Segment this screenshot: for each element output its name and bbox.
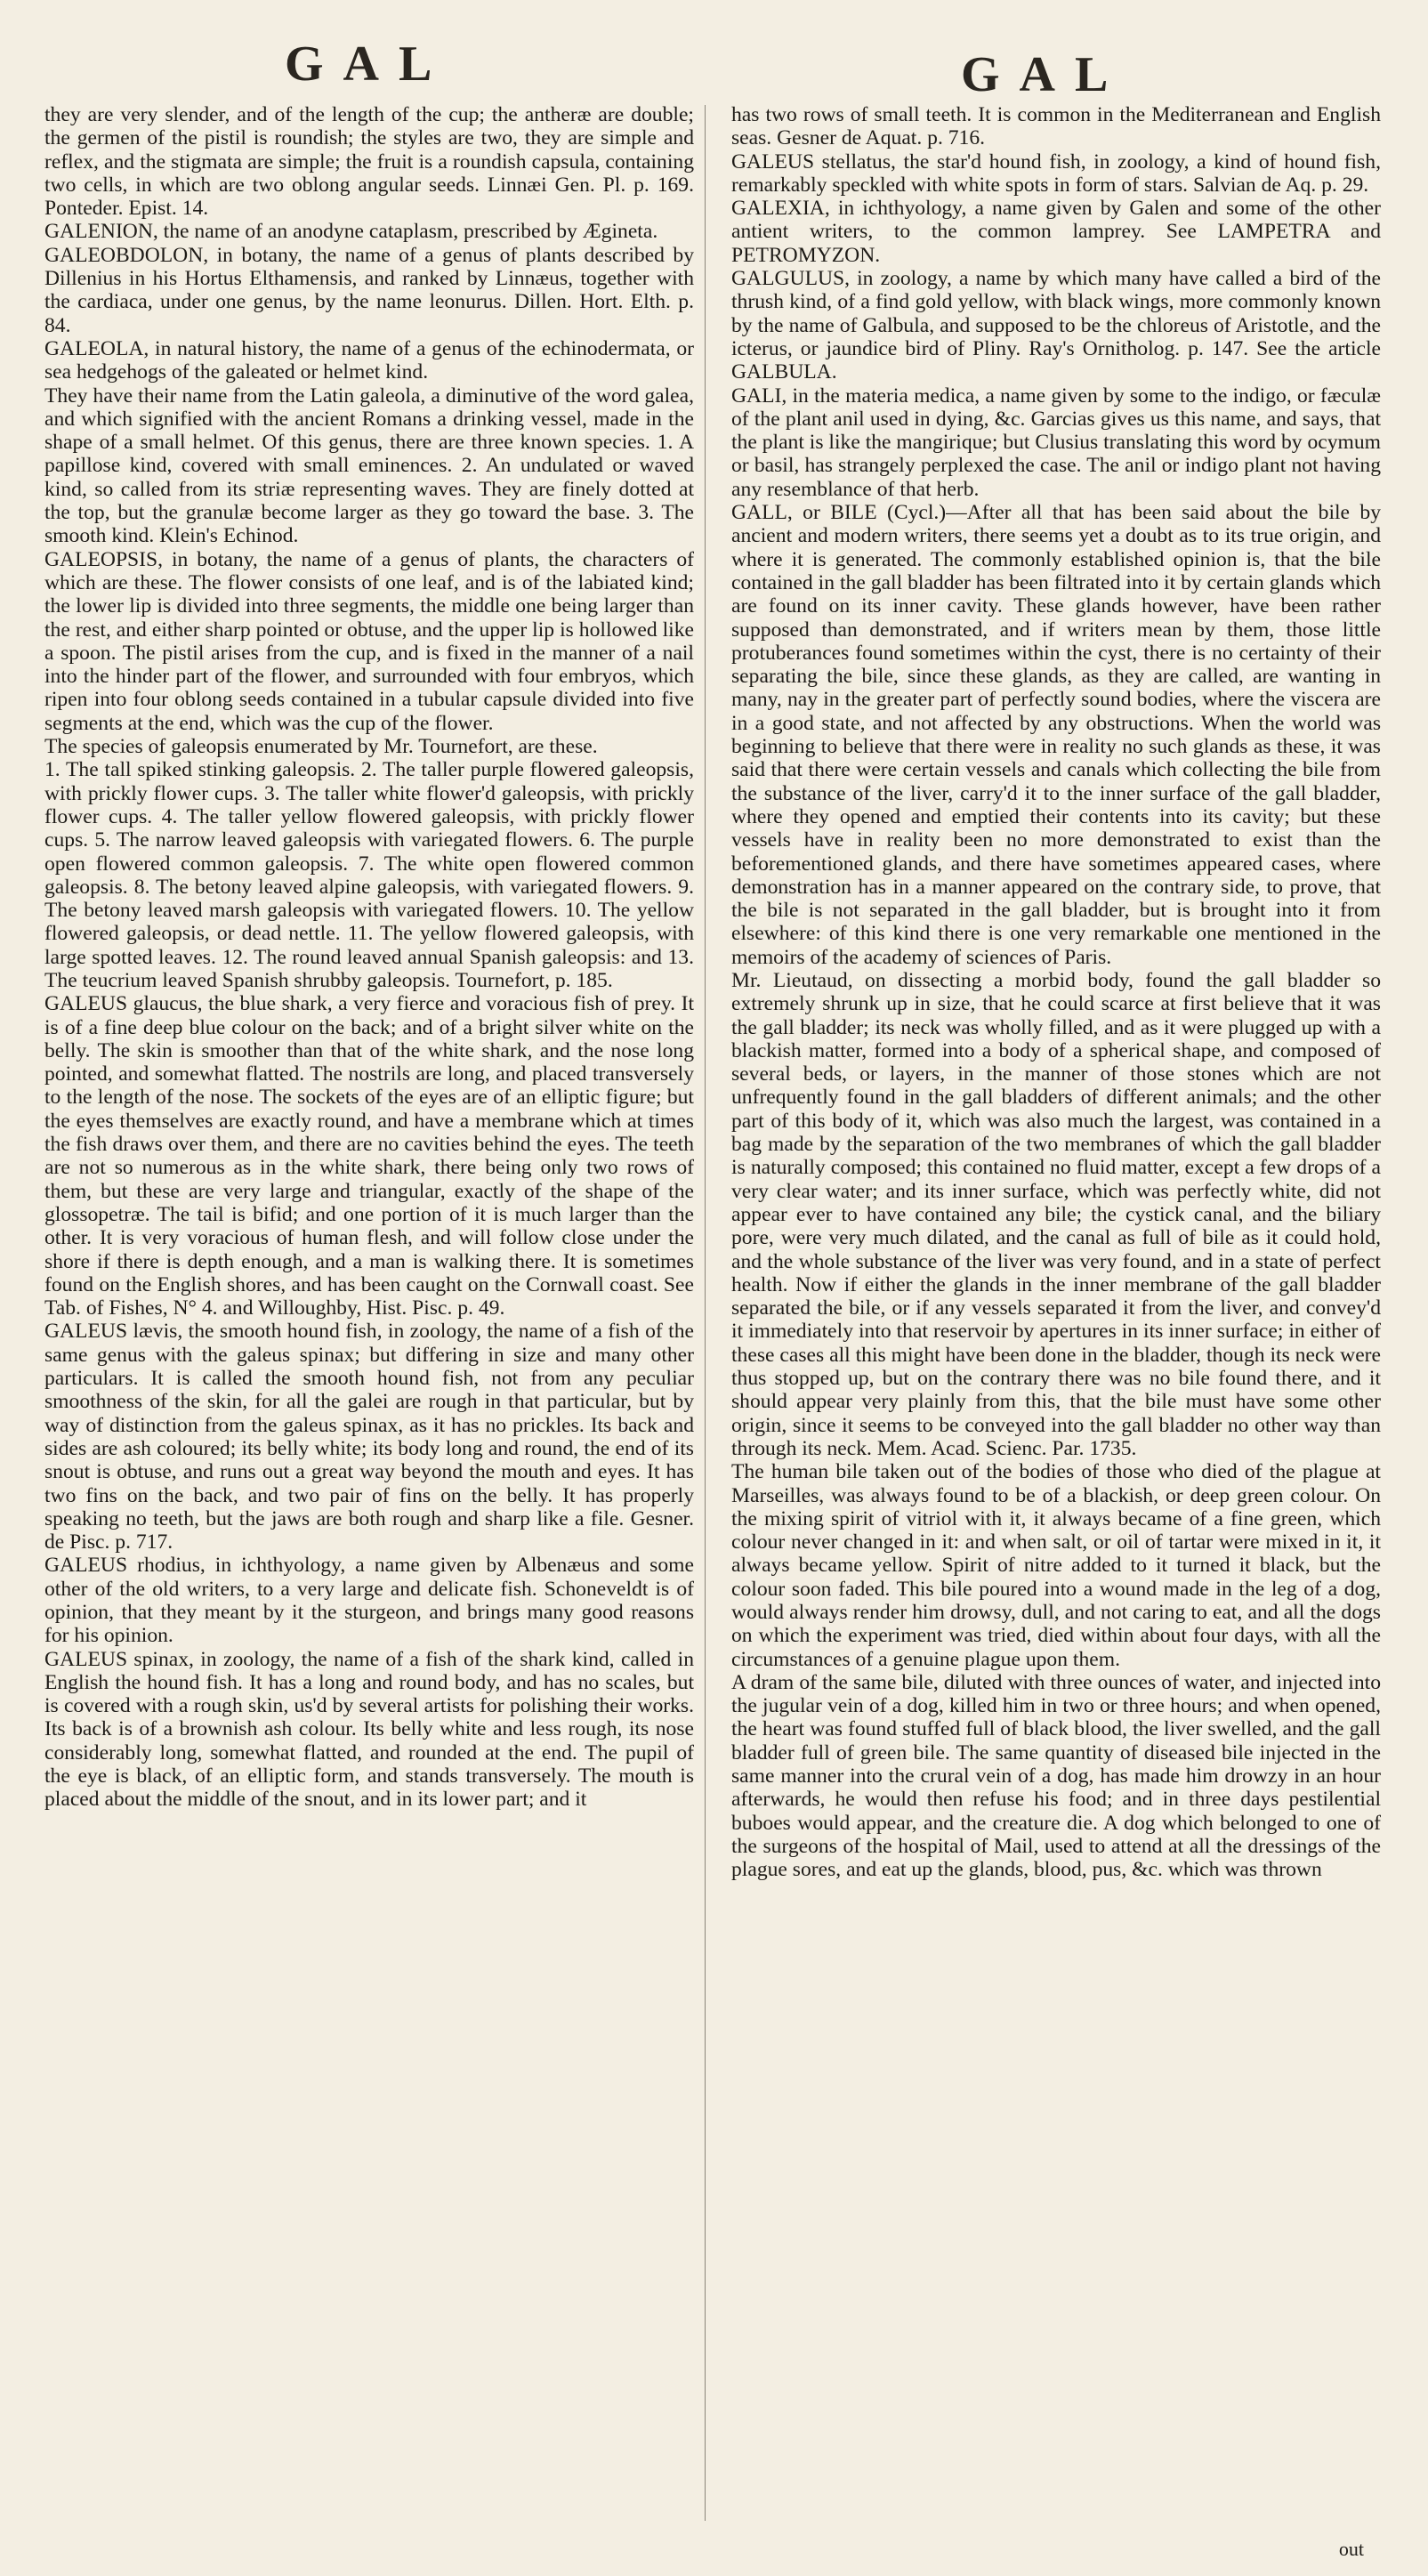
paragraph: A dram of the same bile, diluted with three ounces of water, and injected into the jugular vein of a dog, killed him in two or three hours; and when opened, the heart was found stuffed full of black blood, the liver swelled, and the gall bladder full of green bile. The same quantity of diseased bile injected in the same manner into the crural vein of a dog, has made him drowzy in an hour afterwards, he would then refuse his food; and in three days pestilential buboes would appear, and the creature die. A dog which belonged to one of the surgeons of the hospital of Mail, used to attend at all the dressings of the plague sores, and eat up the glands, blood, pus, &c. which was thrown [731, 1670, 1381, 1882]
paragraph: GALEUS glaucus, the blue shark, a very fierce and voracious fish of prey. It is of a fine deep blue colour on the back; and of a bright silver white on the belly. The skin is smoother than that of the white shark, and the nose long pointed, and somewhat flatted. The nostrils are long, and placed transversely to the length of the nose. The sockets of the eyes are of an elliptic figure; but the eyes themselves are exactly round, and have a membrane which at times the fish draws over them, and there are no cavities behind the eyes. The teeth are not so numerous as in the white shark, there being only two rows of them, but these are very large and triangular, exactly of the shape of the glossopetræ. The tail is bifid; and one portion of it is much larger than the other. It is very voracious of human flesh, and will follow close under the shore if there is depth enough, and a man is walking there. It is sometimes found on the English shores, and has been caught on the Cornwall coast. See Tab. of Fishes, N° 4. and Willoughby, Hist. Pisc. p. 49. [44, 992, 694, 1320]
paragraph: GALEUS spinax, in zoology, the name of a fish of the shark kind, called in English the hound fish. It has a long and round body, and has no scales, but is covered with a rough skin, us'd by several artists for polishing their works. Its back is of a brownish ash colour. Its belly white and less rough, its nose considerably long, somewhat flatted, and rounded at the end. The pupil of the eye is black, of an elliptic form, and stands transversely. The mouth is placed about the middle of the snout, and in its lower part; and it [44, 1647, 694, 1812]
paragraph: GALGULUS, in zoology, a name by which many have called a bird of the thrush kind, of a find gold yellow, with black wings, more commonly known by the name of Galbula, and supposed to be the chloreus of Aristotle, and the icterus, or jaundice bird of Pliny. Ray's Ornitholog. p. 147. See the article GALBULA. [731, 267, 1381, 384]
page-header-left: GAL [285, 36, 452, 92]
paragraph: GALEUS lævis, the smooth hound fish, in zoology, the name of a fish of the same genus with the galeus spinax; but differing in size and many other particulars. It is called the smooth hound fish, not from any peculiar smoothness of the skin, for all the galei are rough in that particular, but by way of distinction from the galeus spinax, as it has no prickles. Its back and sides are ash coloured; its belly white; its body long and round, the end of its snout is obtuse, and runs out a great way beyond the mouth and eyes. It has two fins on the back, and two pair of fins on the belly. It has properly speaking no teeth, but the jaws are both rough and sharp like a file. Gesner. de Pisc. p. 717. [44, 1320, 694, 1554]
right-column [731, 103, 1381, 2541]
left-column [44, 103, 694, 2541]
paragraph: GALENION, the name of an anodyne cataplasm, prescribed by Ægineta. [44, 220, 658, 244]
paragraph: they are very slender, and of the length of the cup; the antheræ are double; the germen of the pistil is roundish; the styles are two, they are simple and reflex, and the stigmata are simple; the fruit is a roundish capsula, containing two cells, in which are two oblong angular seeds. Linnæi Gen. Pl. p. 169. Ponteder. Epist. 14. [44, 103, 694, 221]
paragraph: GALI, in the materia medica, a name given by some to the indigo, or fæculæ of the plant anil used in dying, &c. Garcias gives us this name, and says, that the plant is like the mangirique; but Clusius translating this word by ocymum or basil, has strangely perplexed the case. The anil or indigo plant not having any resemblance of that herb. [731, 384, 1381, 501]
paragraph: They have their name from the Latin galeola, a diminutive of the word galea, and which signified with the ancient Romans a drinking vessel, made in the shape of a small helmet. Of this genus, there are three known species. 1. A papillose kind, covered with small eminences. 2. An undulated or waved kind, so called from its striæ representing waves. They are finely dotted at the top, but the granulæ become larger as they go toward the base. 3. The smooth kind. Klein's Echinod. [44, 384, 694, 548]
paragraph: GALEOBDOLON, in botany, the name of a genus of plants described by Dillenius in his Hortus Elthamensis, and ranked by Linnæus, together with the cardiaca, under one genus, by the name leonurus. Dillen. Hort. Elth. p. 84. [44, 243, 694, 337]
paragraph: GALL, or BILE (Cycl.)—After all that has been said about the bile by ancient and modern writers, there seems yet a doubt as to its true origin, and where it is generated. The commonly established opinion is, that the bile contained in the gall bladder has been filtrated into it by certain glands which are found on its inner cavity. These glands however, have been rather supposed than demonstrated, and if writers mean by them, those little protuberances found sometimes within the cyst, there is no certainty of their separating the bile, since these glands, as they are called, are wanting in many, nay in the greater part of perfectly sound bodies, where the viscera are in a good state, and not affected by any obstructions. When the world was beginning to believe that there were in reality no such glands as these, it was said that there were certain vessels and canals which collecting the bile from the substance of the liver, carry'd it to the inner surface of the gall bladder, where they opened and emptied their contents into its cavity; but these vessels have in reality been no more demonstrated to exist than the beforementioned glands, and there have sometimes appeared cases, where demonstration has in a manner appeared on the contrary side, to prove, that the bile is not separated in the gall bladder, but is brought into it from elsewhere: of this kind there is one very remarkable one mentioned in the memoirs of the academy of sciences of Paris. [731, 501, 1381, 969]
paragraph: The species of galeopsis enumerated by Mr. Tournefort, are these. [44, 735, 598, 759]
paragraph: 1. The tall spiked stinking galeopsis. 2. The taller purple flowered galeopsis, with prickly flower cups. 3. The taller white flower'd galeopsis, with prickly flower cups. 4. The taller yellow flowered galeopsis, with prickly flower cups. 5. The narrow leaved galeopsis with variegated flowers. 6. The purple open flowered common galeopsis. 7. The white open flowered common galeopsis. 8. The betony leaved alpine galeopsis, with variegated flowers. 9. The betony leaved marsh galeopsis with variegated flowers. 10. The yellow flowered galeopsis, or dead nettle. 11. The yellow flowered galeopsis, with large spotted leaves. 12. The round leaved annual Spanish galeopsis: and 13. The teucrium leaved Spanish shrubby galeopsis. Tournefort, p. 185. [44, 758, 694, 992]
catchword: out [1338, 2538, 1364, 2560]
paragraph: Mr. Lieutaud, on dissecting a morbid body, found the gall bladder so extremely shrunk up in size, that he could scarce at first believe that it was the gall bladder; its neck was wholly filled, and as it were plugged up with a blackish matter, formed into a body of a spherical shape, and composed of several beds, or layers, in the manner of those stones which are not unfrequently found in the gall bladders of different animals; and the other part of this body of it, which was also much the largest, was contained in a bag made by the separation of the two membranes of which the gall bladder is naturally composed; this contained no fluid matter, except a few drops of a very clear water; and its inner surface, which was perfectly white, did not appear ever to have contained any bile; the cystick canal, and the biliary pore, were very much dilated, and the canal as full of bile as it could hold, and the whole substance of the liver was very found, and in a state of perfect health. Now if either the glands in the inner membrane of the gall bladder separated the bile, or if any vessels separated it from the liver, and convey'd it immediately into that reservoir by apertures in its inner surface; in either of these cases all this might have been done in the bladder, though its neck were thus stopped up, but on the contrary there was no bile found there, and it should appear very plainly from this, that the bile must have some other origin, since it seems to be conveyed into the gall bladder no other way than through its neck. Mem. Acad. Scienc. Par. 1735. [731, 968, 1381, 1460]
paragraph: has two rows of small teeth. It is common in the Mediterranean and English seas. Gesner de Aquat. p. 716. [731, 103, 1381, 150]
paragraph: GALEXIA, in ichthyology, a name given by Galen and some of the other antient writers, to the common lamprey. See LAMPETRA and PETROMYZON. [731, 197, 1381, 267]
paragraph: GALEOLA, in natural history, the name of a genus of the echinodermata, or sea hedgehogs of the galeated or helmet kind. [44, 336, 694, 384]
paragraph: The human bile taken out of the bodies of those who died of the plague at Marseilles, was always found to be of a blackish, or deep green colour. On the mixing spirit of vitriol with it, it always became of a fine green, which colour never changed in it: and when salt, or oil of tartar were mixed in it, it always became yellow. Spirit of nitre added to it turned it black, but the colour soon faded. This bile poured into a wound made in the leg of a dog, would always render him drowsy, dull, and not caring to eat, and all the dogs on which the experiment was tried, died within about four days, with all the circumstances of a genuine plague upon them. [731, 1460, 1381, 1671]
paragraph: GALEOPSIS, in botany, the name of a genus of plants, the characters of which are these. The flower consists of one leaf, and is of the labiated kind; the lower lip is divided into three segments, the middle one being larger than the rest, and either sharp pointed or obtuse, and the upper lip is hollowed like a spoon. The pistil arises from the cup, and is fixed in the manner of a nail into the hinder part of the flower, and surrounded with four embryos, which ripen into four oblong seeds contained in a tubular capsule divided into five segments at the end, which was the cup of the flower. [44, 547, 694, 735]
paragraph: GALEUS stellatus, the star'd hound fish, in zoology, a kind of hound fish, remarkably speckled with white spots in form of stars. Salvian de Aq. p. 29. [731, 149, 1381, 197]
page-header-right: GAL [961, 47, 1128, 102]
column-divider [705, 105, 706, 2521]
paragraph: GALEUS rhodius, in ichthyology, a name given by Albenæus and some other of the old writers, to a very large and delicate fish. Schoneveldt is of opinion, that they meant by it the sturgeon, and brings many good reasons for his opinion. [44, 1554, 694, 1648]
